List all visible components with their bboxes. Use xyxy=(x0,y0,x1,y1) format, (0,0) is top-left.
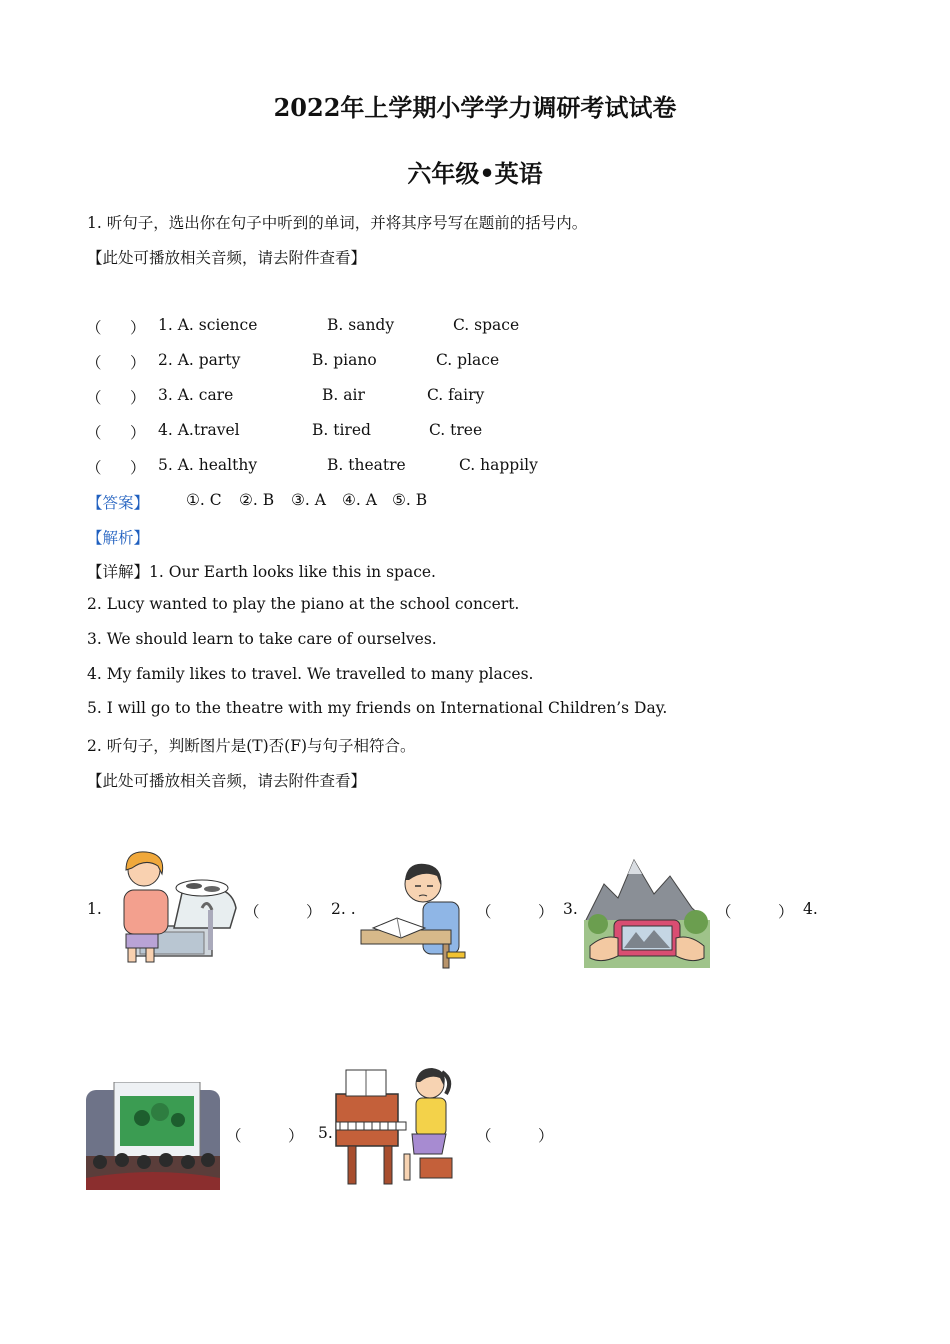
picture-label-1: 1. xyxy=(87,900,102,918)
picture-label-2: 2. . xyxy=(331,900,356,918)
section1-instruction: 1. 听句子，选出你在句子中听到的单词，并将其序号写在题前的括号内。 xyxy=(87,214,588,232)
theatre-illustration xyxy=(86,1082,220,1190)
picture-label-5: 5. xyxy=(318,1124,333,1142)
analysis-label: 【解析】 xyxy=(87,529,150,547)
answer-blank-open: （ xyxy=(476,1127,492,1145)
page-title: 2022年上学期小学学力调研考试试卷 xyxy=(273,93,677,122)
tired-boy-illustration xyxy=(357,856,469,970)
answer-blank-open: （ xyxy=(244,903,260,921)
washing-dishes-illustration xyxy=(112,848,240,966)
detail-line: 5. I will go to the theatre with my friends on International Children’s Day. xyxy=(87,699,668,717)
picture-label-4: 4. xyxy=(803,900,818,918)
answer-blank-close: ） xyxy=(130,459,146,477)
option-b: B. theatre xyxy=(327,456,406,474)
answer-blank-close: ） xyxy=(288,1127,304,1145)
answer-item: ⑤. B xyxy=(392,491,428,509)
detail-label: 【详解】 xyxy=(87,563,150,581)
option-a: 4. A.travel xyxy=(158,421,240,439)
option-c: C. happily xyxy=(459,456,538,474)
option-b: B. sandy xyxy=(327,316,395,334)
page-subtitle: 六年级•英语 xyxy=(407,159,543,188)
answer-blank-open: （ xyxy=(86,424,102,442)
option-b: B. air xyxy=(322,386,365,404)
answer-blank-close: ） xyxy=(130,424,146,442)
option-c: C. tree xyxy=(429,421,483,439)
answer-blank-close: ） xyxy=(778,903,794,921)
section2-audio-note: 【此处可播放相关音频，请去附件查看】 xyxy=(87,772,367,790)
option-b: B. tired xyxy=(312,421,371,439)
answer-blank-close: ） xyxy=(130,319,146,337)
detail-line: 4. My family likes to travel. We travelled to many places. xyxy=(87,665,534,683)
option-c: C. space xyxy=(453,316,520,334)
answer-item: ④. A xyxy=(342,491,377,509)
option-a: 1. A. science xyxy=(158,316,258,334)
detail-line xyxy=(87,560,436,582)
answer-blank-close: ） xyxy=(538,903,554,921)
detail-text: 1. Our Earth looks like this in space. xyxy=(149,563,436,581)
option-a: 3. A. care xyxy=(158,386,234,404)
answer-item: ③. A xyxy=(291,491,326,509)
answer-blank-close: ） xyxy=(130,389,146,407)
answer-blank-open: （ xyxy=(86,319,102,337)
answer-blank-close: ） xyxy=(538,1127,554,1145)
answer-blank-open: （ xyxy=(86,389,102,407)
answer-item: ②. B xyxy=(239,491,275,509)
option-c: C. place xyxy=(436,351,500,369)
answer-label: 【答案】 xyxy=(87,494,150,512)
answer-blank-open: （ xyxy=(716,903,732,921)
section1-audio-note: 【此处可播放相关音频，请去附件查看】 xyxy=(87,249,367,267)
option-a: 2. A. party xyxy=(158,351,241,369)
option-b: B. piano xyxy=(312,351,377,369)
girl-piano-illustration xyxy=(334,1064,458,1188)
option-c: C. fairy xyxy=(427,386,485,404)
section2-instruction: 2. 听句子，判断图片是(T)否(F)与句子相符合。 xyxy=(87,737,416,755)
picture-label-3: 3. xyxy=(563,900,578,918)
answer-blank-close: ） xyxy=(306,903,322,921)
answer-blank-open: （ xyxy=(86,459,102,477)
detail-line: 3. We should learn to take care of ourselves. xyxy=(87,630,437,648)
detail-line: 2. Lucy wanted to play the piano at the school concert. xyxy=(87,595,520,613)
answer-item: ①. C xyxy=(186,491,222,509)
answer-blank-open: （ xyxy=(476,903,492,921)
answer-blank-close: ） xyxy=(130,354,146,372)
answer-blank-open: （ xyxy=(226,1127,242,1145)
answer-blank-open: （ xyxy=(86,354,102,372)
phone-photo-mountains-illustration xyxy=(584,854,710,968)
option-a: 5. A. healthy xyxy=(158,456,258,474)
